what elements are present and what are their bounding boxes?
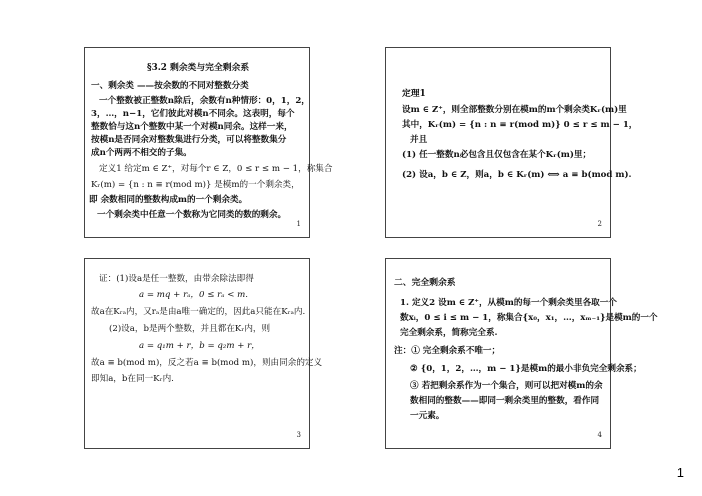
note-line: ③ 若把剩余系作为一个集合，则可以把对模m的余 [410,381,603,391]
text-line: 一个剩余类中任意一个数称为它同类的数的剩余。 [97,210,287,220]
proof-formula: a = mq + rₐ，0 ≤ rₐ < m. [139,290,249,300]
slide-2 [385,47,638,238]
proof-formula: a = q₁m + r，b = q₂m + r， [139,341,260,351]
proof-line: 证：(1)设a是任一整数，由带余除法即得 [99,274,254,284]
definition-line: 定义1 给定m ∈ Z⁺，对每个r ∈ Z，0 ≤ r ≤ m − 1，称集合 [99,164,333,174]
page-number: 1 [676,465,684,480]
note-line: 数相同的整数——即同一剩余类里的整数，看作同 [410,396,600,406]
theorem-line: 其中，Kᵣ(m) = {n : n ≡ r(mod m)} 0 ≤ r ≤ m − 1， [402,120,638,130]
slide-1 [84,47,333,238]
definition-line: 完全剩余系，简称完全系. [400,328,498,338]
slide-title: 定理1 [402,89,426,99]
theorem-line: 设m ∈ Z⁺，则全部整数分别在模m的m个剩余类Kᵣ(m)里 [402,105,627,115]
definition-formula: Kᵣ(m) = {n : n ≡ r(mod m)} 是模m的一个剩余类， [91,180,300,190]
slide-title: §3.2 剩余类与完全剩余系 [147,63,250,73]
theorem-line: (2) 设a，b ∈ Z，则a，b ∈ Kᵣ(m) ⟺ a ≡ b(mod m). [402,170,632,180]
proof-line: (2)设a，b是两个整数，并且都在Kᵣ内，则 [109,324,271,334]
definition-line: 数xᵢ，0 ≤ i ≤ m − 1，称集合{x₀，x₁，…，xₘ₋₁}是模m的一个 [400,313,658,323]
note-line: 一元素。 [410,411,445,421]
slide-4 [385,258,658,449]
slide-3 [84,258,323,449]
proof-line: 即知a，b在同一Kᵣ内. [91,374,174,384]
slide-title: 二、完全剩余系 [394,278,456,288]
theorem-line: (1) 任一整数n必包含且仅包含在某个Kᵣ(m)里； [402,150,592,160]
section-heading: 一、剩余类 ——按余数的不同对整数分类 [91,81,249,91]
note-line: ② {0，1，2，…，m − 1}是模m的最小非负完全剩余系； [410,364,642,374]
proof-line: 故a在Kᵣₐ内，又rₐ是由a唯一确定的，因此a只能在Kᵣₐ内. [91,307,306,317]
text-line: 整数恰与这n个整数中某一个对模n同余。这样一来， [91,122,293,132]
slide-number: 3 [296,431,301,439]
text-line: 成n个两两不相交的子集。 [91,148,192,158]
text-line: 即 余数相同的整数构成m的一个剩余类。 [89,195,248,205]
proof-line: 故a ≡ b(mod m)，反之若a ≡ b(mod m)，则由同余的定义 [91,358,323,368]
text-line: 3，…，n−1，它们彼此对模n不同余。这表明，每个 [91,109,295,119]
note-line: 注：① 完全剩余系不唯一； [394,346,501,356]
slide-number: 2 [597,220,602,228]
text-line: 一个整数被正整数n除后，余数有n种情形：0，1，2， [99,96,310,106]
slide-number: 1 [296,220,301,228]
theorem-line: 并且 [410,135,428,145]
slide-number: 4 [597,431,602,439]
definition-line: 1. 定义2 设m ∈ Z⁺，从模m的每一个剩余类里各取一个 [400,298,617,308]
text-line: 按模n是否同余对整数集进行分类，可以将整数集分 [91,135,287,145]
